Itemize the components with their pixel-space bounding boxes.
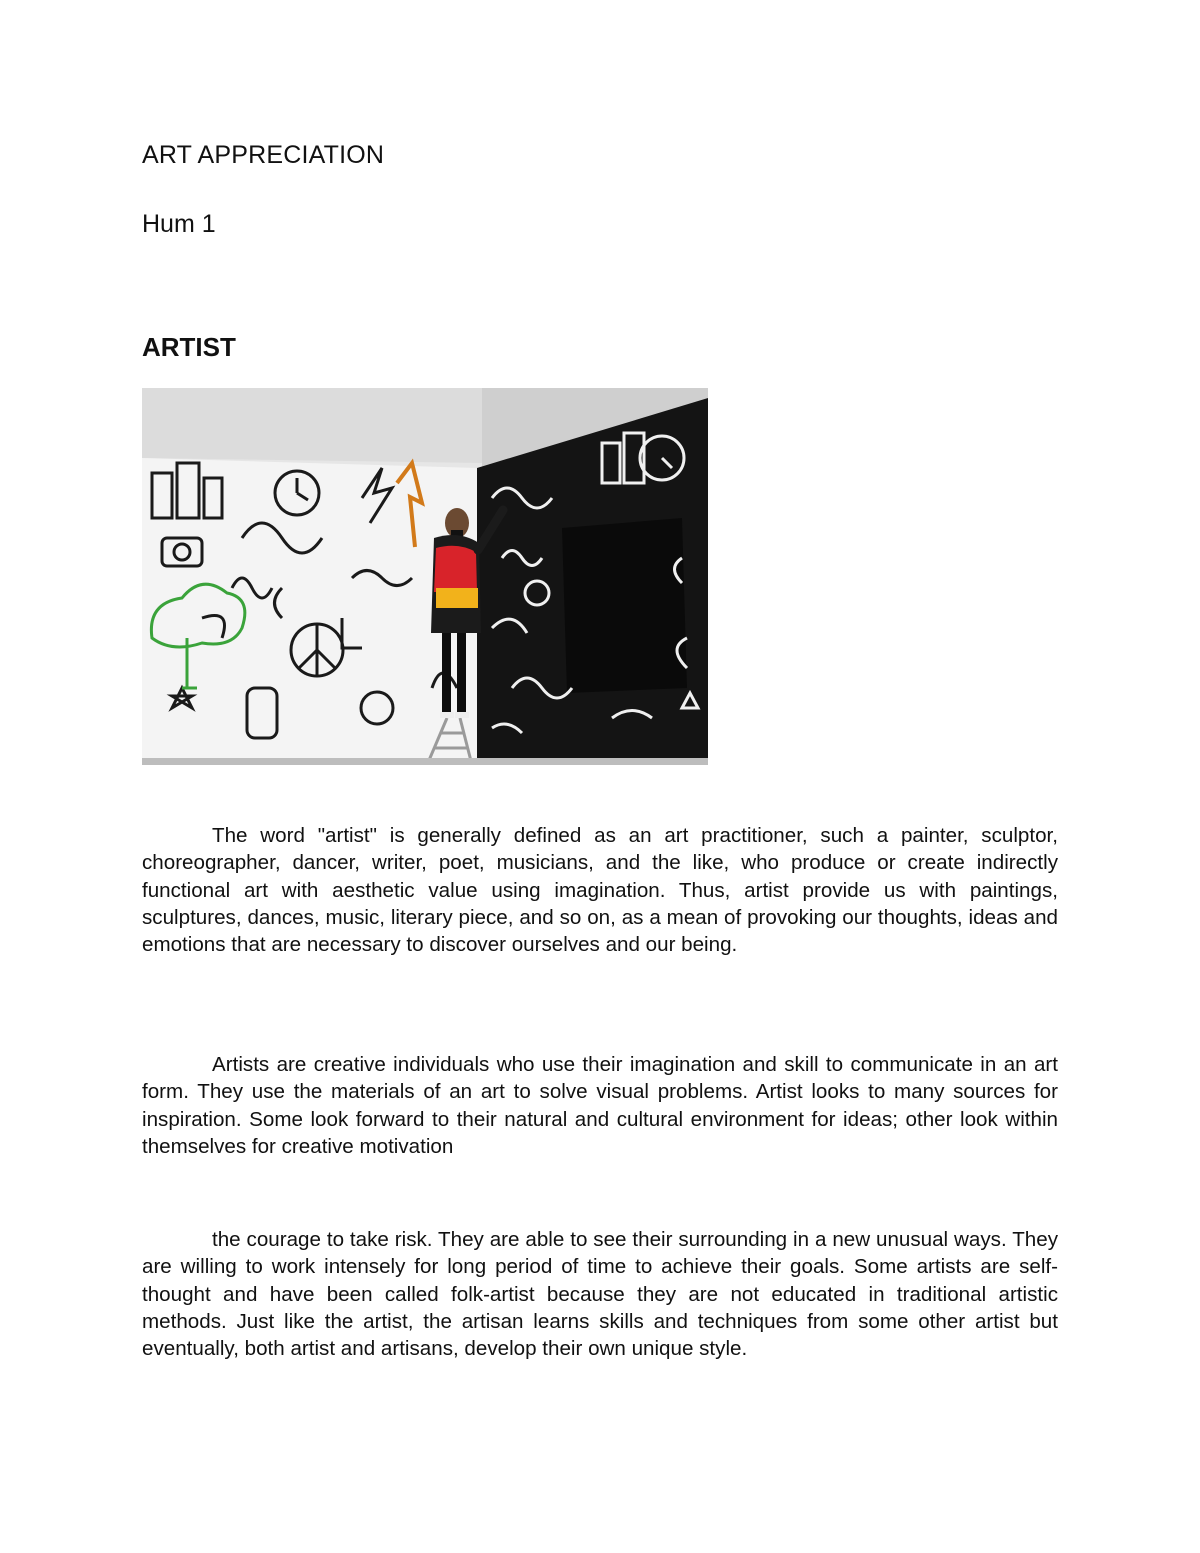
document-title: ART APPRECIATION bbox=[142, 141, 385, 169]
section-heading: ARTIST bbox=[142, 332, 236, 362]
artist-mural-photo bbox=[142, 388, 708, 765]
paragraph-artist-creativity: Artists are creative individuals who use their imagination and skill to communicate in an art form. They use the materials of an art to solve visual problems. Artist looks to many sources for inspiration. Some look forward to their natural and cultural environment for ideas; other look within themselves for creative motivation bbox=[142, 1053, 1058, 1158]
paragraph-artist-definition: The word "artist" is generally defined as an art practitioner, such a painter, sculptor, choreographer, dancer, writer, poet, musicians, and the like, who produce or create indirectly functional art with aesthetic value using imagination. Thus, artist provide us with paintings, sculptures, dances, music, literary piece, and so on, as a mean of provoking our thoughts, ideas and emotions that are necessary to discover ourselves and our being. bbox=[142, 824, 1058, 957]
paragraph-artist-courage: the courage to take risk. They are able to see their surrounding in a new unusual ways. They are willing to work intensely for long period of time to achieve their goals. Some artists are self-thought and have been called folk-artist because they are not educated in traditional artistic methods. Just like the artist, the artisan learns skills and techniques from some other artist but eventually, both artist and artisans, develop their own unique style. bbox=[142, 1228, 1058, 1361]
course-code: Hum 1 bbox=[142, 210, 216, 238]
